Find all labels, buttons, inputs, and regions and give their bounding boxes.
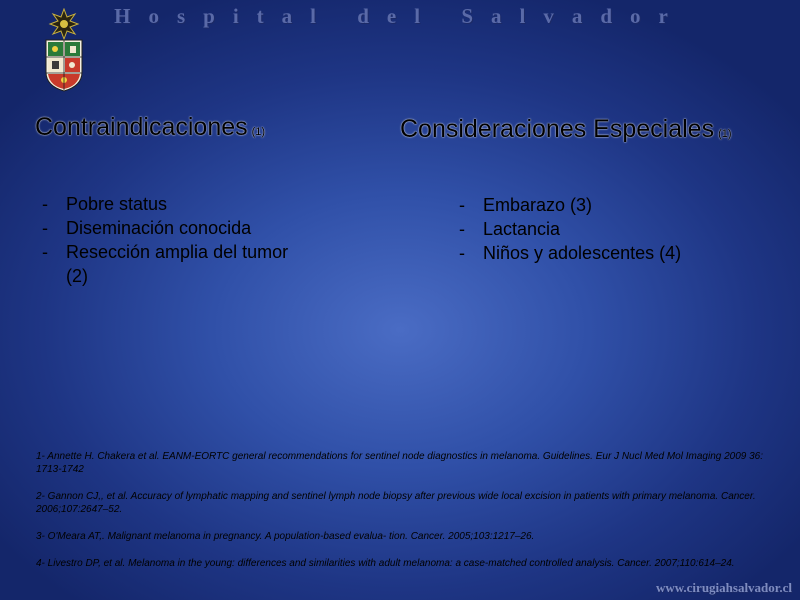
bullet-dash: - bbox=[459, 243, 465, 263]
bullet-dash: - bbox=[42, 218, 48, 238]
list-item-text: Niños y adolescentes (4) bbox=[483, 243, 682, 263]
reference-item: 2- Gannon CJ,, et al. Accuracy of lymphatic mapping and sentinel lymph node biopsy after previous wide local excision in patients with primary melanoma. Cancer. 2006;107:2647–52. bbox=[36, 491, 756, 515]
contraindications-heading-ref: (1) bbox=[251, 126, 266, 138]
list-item bbox=[455, 241, 755, 265]
list-item-text: Embarazo (3) bbox=[483, 195, 593, 215]
reference-item: 4- Livestro DP, et al. Melanoma in the young: differences and similarities with adult melanoma: a case-matched controlled analysis. Cancer. 2007;110:614–24. bbox=[36, 558, 735, 569]
bullet-dash: - bbox=[42, 242, 48, 262]
reference-item: 1- Annette H. Chakera et al. EANM-EORTC general recommendations for sentinel node diagnostics in melanoma. Guidelines. Eur J Nucl Med Mol Imaging 2009 36: 1713-1742 bbox=[36, 451, 764, 475]
list-item-text: Pobre status bbox=[66, 194, 168, 214]
bullet-dash: - bbox=[459, 219, 465, 239]
special-considerations-heading-ref: (1) bbox=[718, 128, 732, 140]
list-item-text: Lactancia bbox=[483, 219, 561, 239]
list-item-text: Diseminación conocida bbox=[66, 218, 252, 238]
special-considerations-list bbox=[455, 193, 755, 265]
references bbox=[36, 450, 776, 584]
bullet-dash: - bbox=[459, 195, 465, 215]
list-item bbox=[38, 240, 298, 288]
contraindications-heading-text: Contraindicaciones bbox=[35, 113, 248, 141]
contraindications-heading bbox=[35, 113, 265, 142]
special-considerations-heading-text: Consideraciones Especiales bbox=[400, 115, 715, 143]
bullet-dash: - bbox=[42, 194, 48, 214]
list-item bbox=[38, 192, 298, 216]
hospital-title: Hospital del Salvador bbox=[114, 4, 686, 28]
website-url: www.cirugiahsalvador.cl bbox=[655, 580, 792, 595]
reference-item: 3- O'Meara AT,. Malignant melanoma in pregnancy. A population-based evalua- tion. Cancer. 2005;103:1217–26. bbox=[36, 531, 535, 542]
list-item-text: Resección amplia del tumor (2) bbox=[66, 242, 289, 286]
contraindications-list bbox=[38, 192, 298, 288]
list-item bbox=[455, 217, 755, 241]
special-considerations-heading bbox=[400, 115, 732, 144]
list-item bbox=[455, 193, 755, 217]
list-item bbox=[38, 216, 298, 240]
